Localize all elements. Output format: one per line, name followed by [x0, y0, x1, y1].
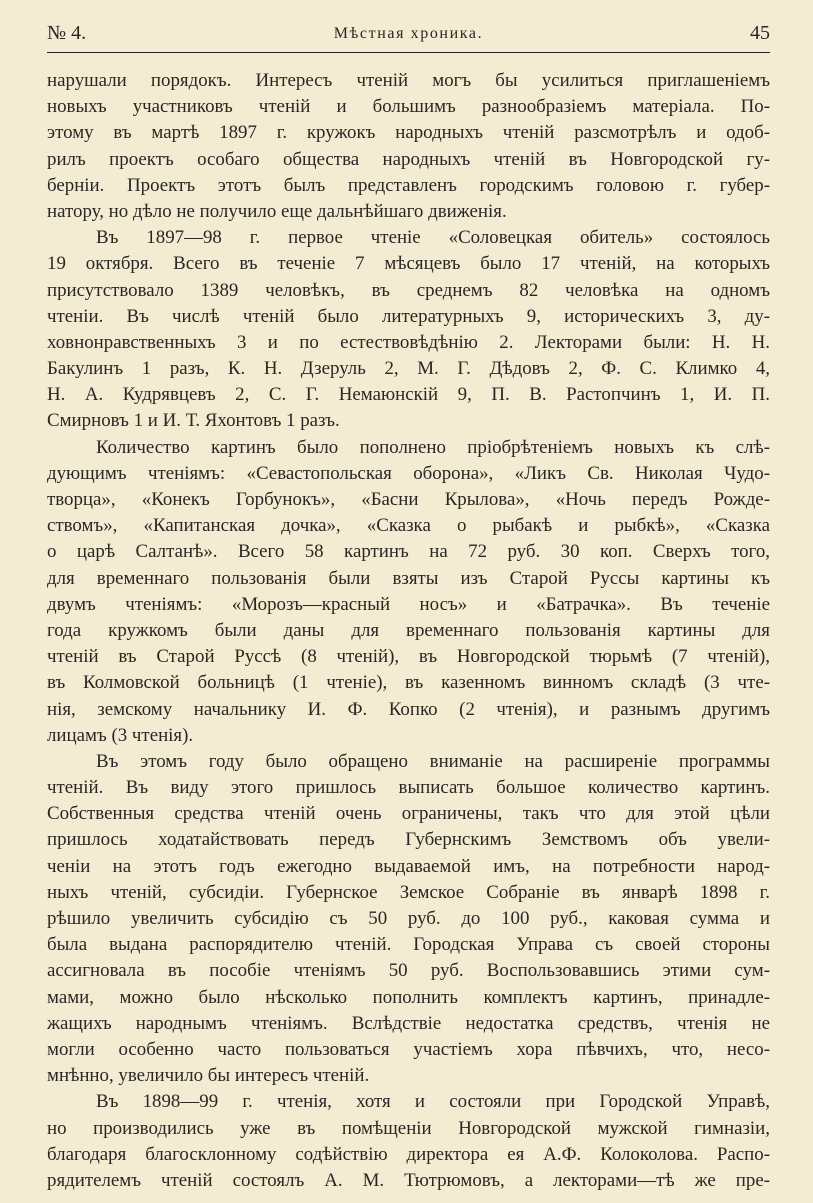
text-line: присутствовало 1389 человѣкъ, въ среднемъ 82 человѣка на одномъ: [47, 279, 770, 301]
text-line: рилъ проектъ особаго общества народныхъ чтеній въ Новгородской гу-: [47, 148, 770, 170]
section-title: Мѣстная хроника.: [333, 25, 484, 42]
text-line: ствомъ», «Капитанская дочка», «Сказка о рыбакѣ и рыбкѣ», «Сказка: [47, 515, 770, 537]
text-line: ассигновала въ пособіе чтеніямъ 50 руб. Воспользовавшись этими сум-: [47, 960, 770, 982]
text-line: 19 октября. Всего въ теченіе 7 мѣсяцевъ было 17 чтеній, на которыхъ: [47, 253, 770, 275]
text-line: Въ этомъ году было обращено вниманіе на расширеніе программы: [96, 750, 770, 772]
text-line: мами, можно было нѣсколько пополнить комплектъ картинъ, принадле-: [47, 986, 770, 1008]
text-line: о царѣ Салтанѣ». Всего 58 картинъ на 72 руб. 30 коп. Сверхъ того,: [47, 541, 770, 563]
text-line: берніи. Проектъ этотъ былъ представленъ городскимъ головою г. губер-: [47, 174, 770, 196]
text-line: чтеній. Въ виду этого пришлось выписать большое количество картинъ.: [47, 777, 770, 799]
issue-number: № 4.: [47, 22, 87, 44]
text-line: Количество картинъ было пополнено пріобрѣтеніемъ новыхъ къ слѣ-: [96, 436, 770, 458]
text-line: Собственныя средства чтеній очень ограничены, такъ что для этой цѣли: [47, 803, 770, 825]
text-line: лицамъ (3 чтенія).: [47, 724, 194, 746]
text-line: пришлось ходатайствовать передъ Губернскимъ Земствомъ объ увели-: [47, 829, 770, 851]
text-line: ченіи на этотъ годъ ежегодно выдаваемой имъ, на потребности народ-: [47, 855, 770, 877]
text-line: но производились уже въ помѣщеніи Новгородской мужской гимназіи,: [47, 1117, 770, 1139]
text-line: жащихъ народнымъ чтеніямъ. Вслѣдствіе недостатка средствъ, чтенія не: [47, 1012, 770, 1034]
text-line: была выдана распорядителю чтеній. Городская Управа съ своей стороны: [47, 934, 770, 956]
text-line: нія, земскому начальнику И. Ф. Копко (2 чтенія), и разнымъ другимъ: [47, 698, 770, 720]
text-line: дующимъ чтеніямъ: «Севастопольская оборона», «Ликъ Св. Николая Чудо-: [47, 462, 770, 484]
text-line: натору, но дѣло не получило еще дальнѣйшаго движенія.: [47, 200, 507, 222]
text-line: Смирновъ 1 и И. Т. Яхонтовъ 1 разъ.: [47, 410, 340, 432]
text-line: въ Колмовской больницѣ (1 чтеніе), въ казенномъ винномъ складѣ (3 чте-: [47, 672, 770, 694]
article-text: [47, 68, 770, 1194]
text-line: чтеній въ Старой Руссѣ (8 чтеній), въ Новгородской тюрьмѣ (7 чтеній),: [47, 646, 770, 668]
header-rule: [47, 52, 770, 53]
text-line: ховнонравственныхъ 3 и по естествовѣдѣнію 2. Лекторами были: Н. Н.: [47, 331, 770, 353]
text-line: рядителемъ чтеній состоялъ А. М. Тютрюмовъ, а лекторами—тѣ же пре-: [47, 1169, 770, 1191]
text-line: года кружкомъ были даны для временнаго пользованія картины для: [47, 619, 770, 641]
text-line: творца», «Конекъ Горбунокъ», «Басни Крылова», «Ночь передъ Рожде-: [47, 489, 770, 510]
text-line: новыхъ участниковъ чтеній и большимъ разнообразіемъ матеріала. По-: [47, 96, 770, 118]
text-line: Въ 1898—99 г. чтенія, хотя и состояли при Городской Управѣ,: [96, 1091, 770, 1113]
running-header: [47, 20, 770, 46]
text-line: Въ 1897—98 г. первое чтеніе «Соловецкая обитель» состоялось: [96, 227, 770, 249]
text-line: благодаря благосклонному содѣйствію директора ея А.Ф. Колоколова. Распо-: [47, 1143, 770, 1165]
text-line: чтеніи. Въ числѣ чтеній было литературныхъ 9, историческихъ 3, ду-: [47, 305, 770, 327]
text-line: рѣшило увеличить субсидію съ 50 руб. до 100 руб., каковая сумма и: [47, 908, 770, 929]
text-line: нарушали порядокъ. Интересъ чтеній могъ бы усилиться приглашеніемъ: [47, 70, 770, 91]
text-line: Н. А. Кудрявцевъ 2, С. Г. Немаюнскій 9, П. В. Растопчинъ 1, И. П.: [47, 384, 770, 406]
text-line: для временнаго пользованія были взяты изъ Старой Руссы картины къ: [47, 567, 770, 589]
text-line: двумъ чтеніямъ: «Морозъ—красный носъ» и «Батрачка». Въ теченіе: [47, 593, 770, 615]
text-line: этому въ мартѣ 1897 г. кружокъ народныхъ чтеній разсмотрѣлъ и одоб-: [47, 122, 770, 144]
page-number: 45: [750, 22, 770, 44]
text-line: могли особенно часто пользоваться участіемъ хора пѣвчихъ, что, несо-: [47, 1038, 770, 1060]
text-line: ныхъ чтеній, субсидіи. Губернское Земское Собраніе въ январѣ 1898 г.: [47, 881, 770, 903]
text-line: мнѣнно, увеличило бы интересъ чтеній.: [47, 1065, 370, 1087]
text-line: Бакулинъ 1 разъ, К. Н. Дзеруль 2, М. Г. Дѣдовъ 2, Ф. С. Климко 4,: [47, 358, 770, 380]
